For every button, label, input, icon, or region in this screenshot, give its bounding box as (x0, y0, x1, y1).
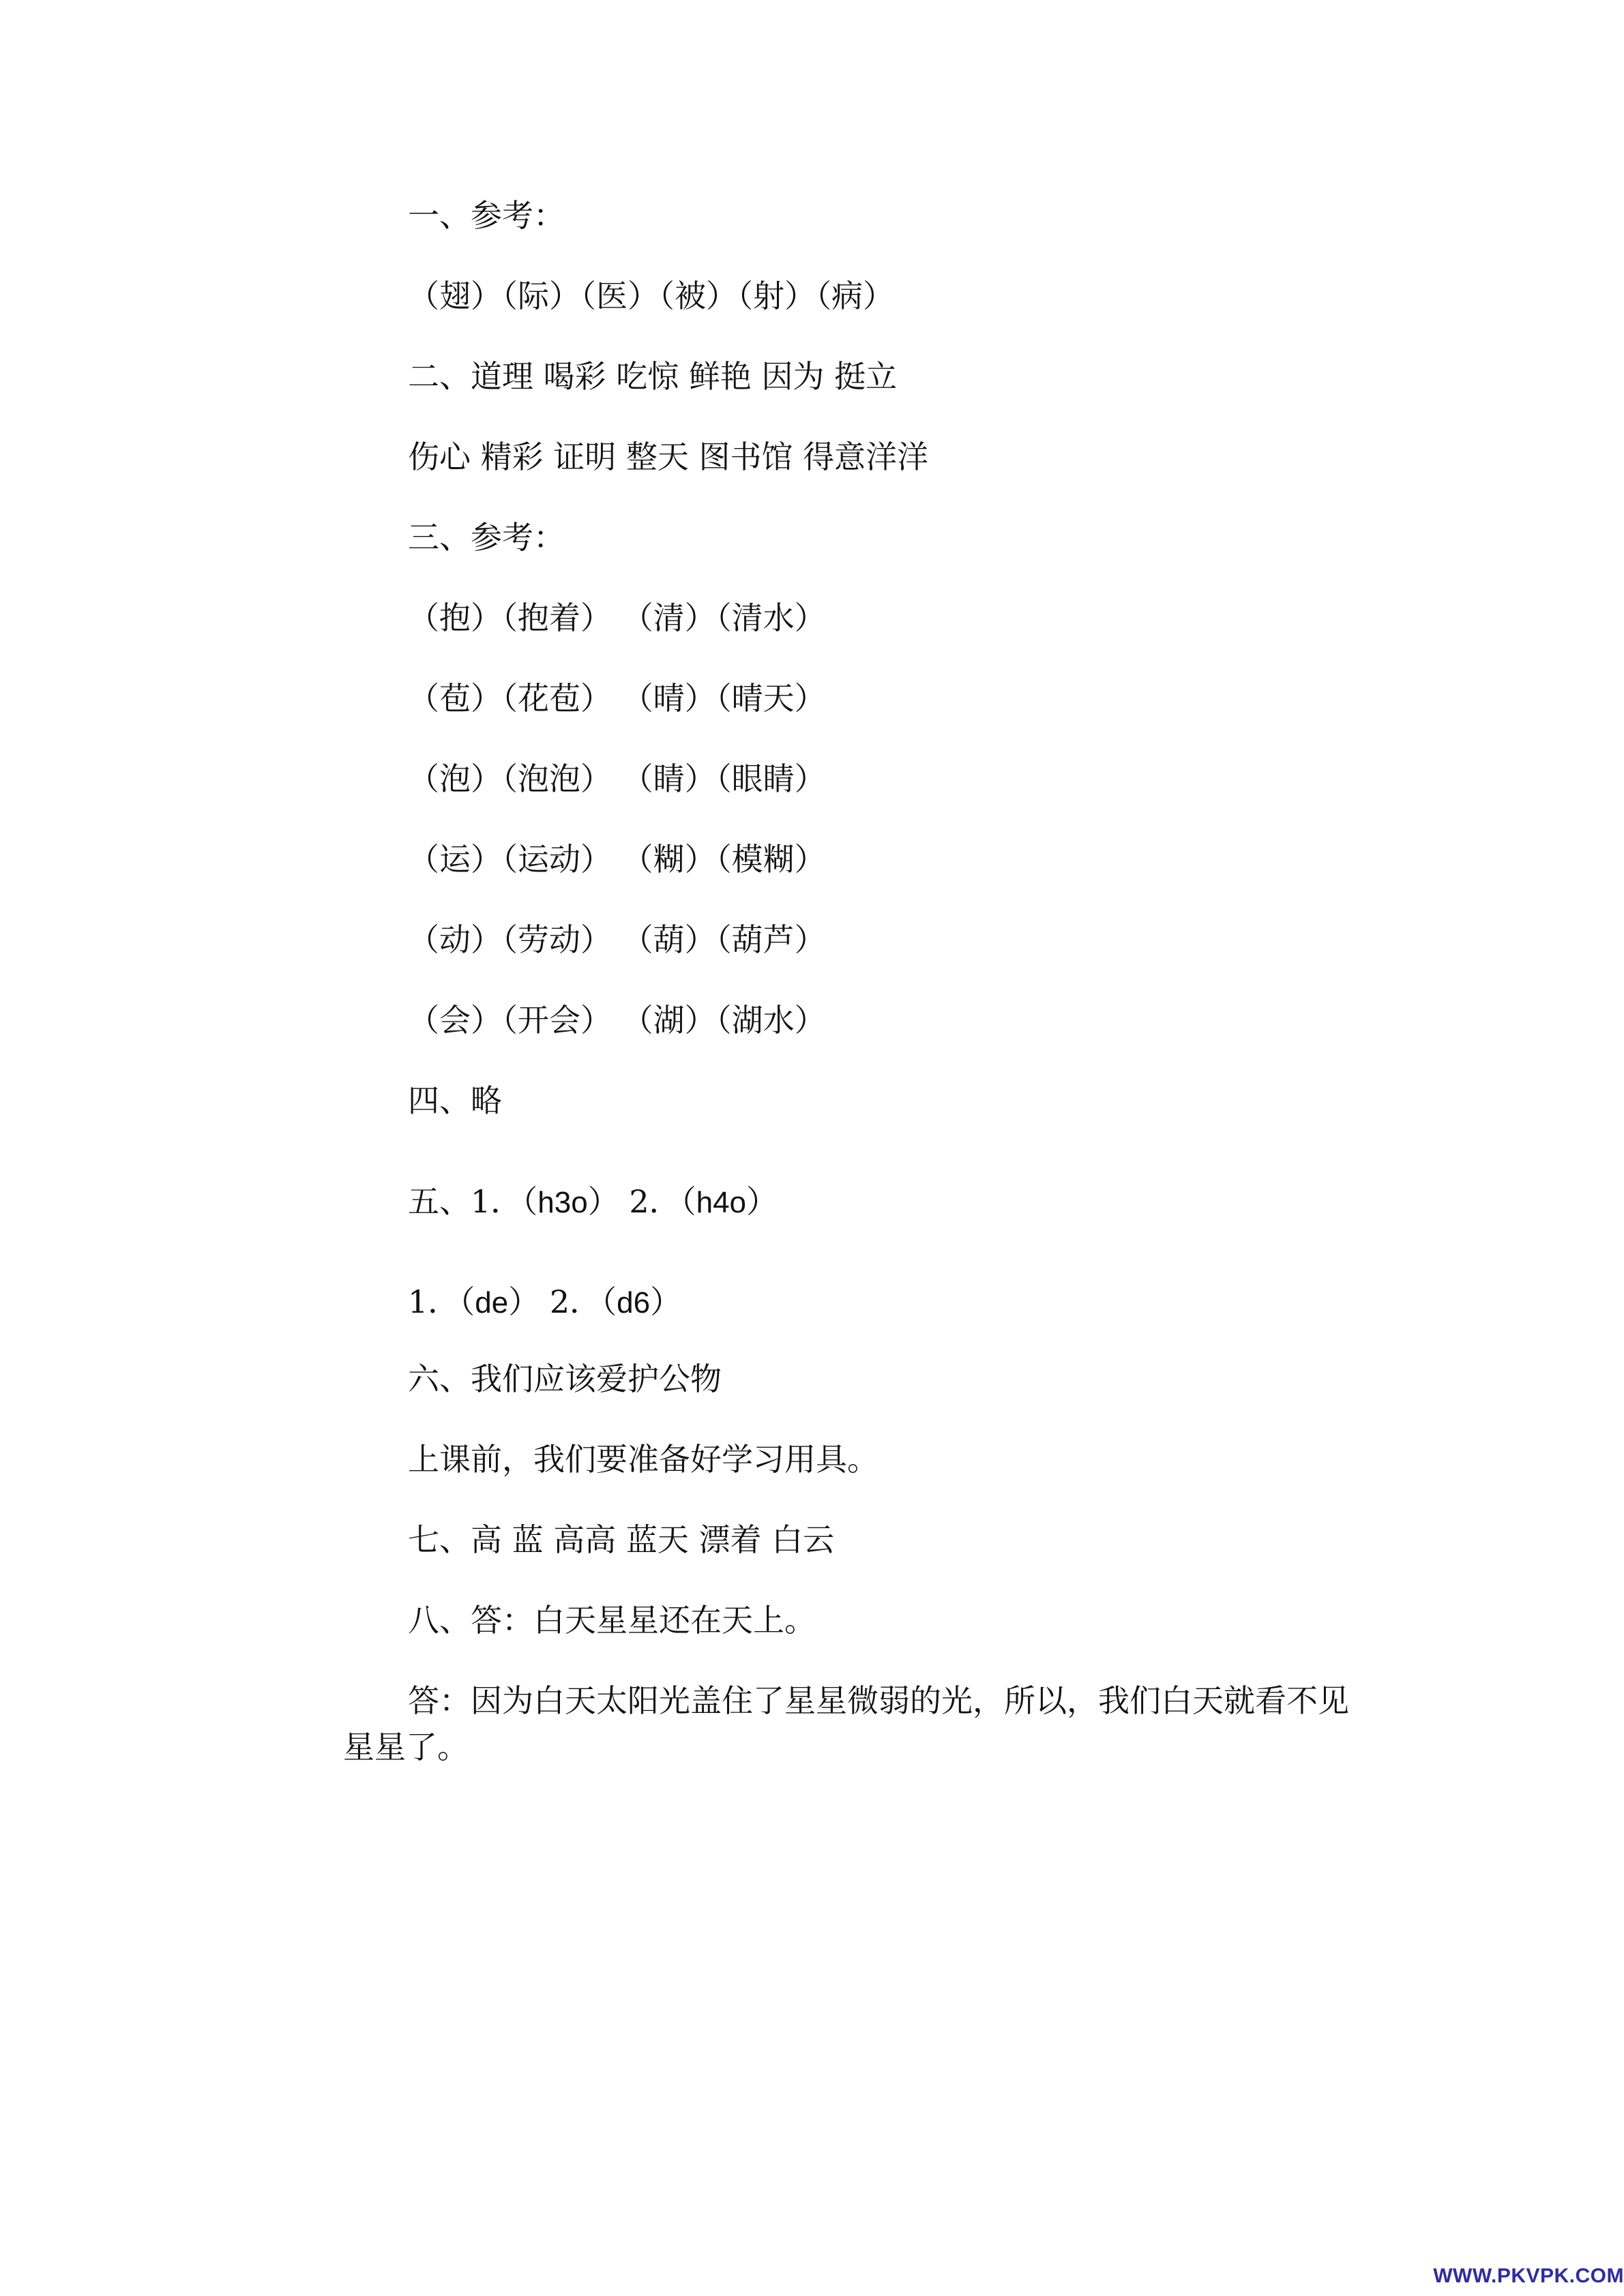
section-6-line-1: 六、我们应该爱护公物 (408, 1360, 722, 1397)
section-3-row-1: （抱）（抱着） （清）（清水） (408, 599, 826, 636)
answer-paragraph: 答：因为白天太阳光盖住了星星微弱的光，所以，我们白天就看不见星星了。 (343, 1682, 1349, 1765)
section-3-row-5: （动）（劳动） （葫）（葫芦） (408, 921, 826, 958)
section-5-line-2-suffix: ） (650, 1283, 682, 1320)
section-5-line-1-prefix: 五、1．（ (408, 1183, 538, 1220)
section-3-row-6: （会）（开会） （湖）（湖水） (408, 1002, 826, 1039)
section-5-line-1 (408, 1182, 778, 1223)
section-5-line-1-suffix: ） (746, 1183, 778, 1220)
section-3-row-2: （苞）（花苞） （晴）（晴天） (408, 680, 826, 717)
section-5-line-2-prefix: 1．（ (408, 1283, 475, 1320)
section-2-words-row-1: 二、道理 喝彩 吃惊 鲜艳 因为 挺立 (408, 358, 898, 395)
section-3-row-3: （泡）（泡泡） （睛）（眼睛） (408, 760, 826, 797)
pinyin-answer: h4o (696, 1186, 747, 1219)
section-5-line-2-mid: ） 2．（ (508, 1283, 617, 1320)
section-4-line: 四、略 (408, 1082, 502, 1119)
section-5-line-1-mid: ） 2．（ (587, 1183, 696, 1220)
section-3-row-4: （运）（运动） （糊）（模糊） (408, 841, 826, 878)
section-7-line: 七、高 蓝 高高 蓝天 漂着 白云 (408, 1521, 835, 1558)
section-2-words-row-2: 伤心 精彩 证明 整天 图书馆 得意洋洋 (408, 438, 929, 475)
pinyin-answer: de (475, 1286, 509, 1320)
section-3-heading: 三、参考： (408, 519, 565, 556)
section-1-answers: （翅）（际）（医）（被）（射）（病） (408, 278, 894, 314)
pinyin-answer: h3o (537, 1186, 588, 1219)
section-6-line-2: 上课前，我们要准备好学习用具。 (408, 1441, 879, 1478)
section-1-heading: 一、参考： (408, 197, 565, 234)
section-8-line: 八、答：白天星星还在天上。 (408, 1602, 816, 1639)
watermark: WWW.PKVPK.COM (1433, 2265, 1624, 2287)
section-5-line-2 (408, 1282, 681, 1323)
pinyin-answer: d6 (617, 1286, 651, 1320)
